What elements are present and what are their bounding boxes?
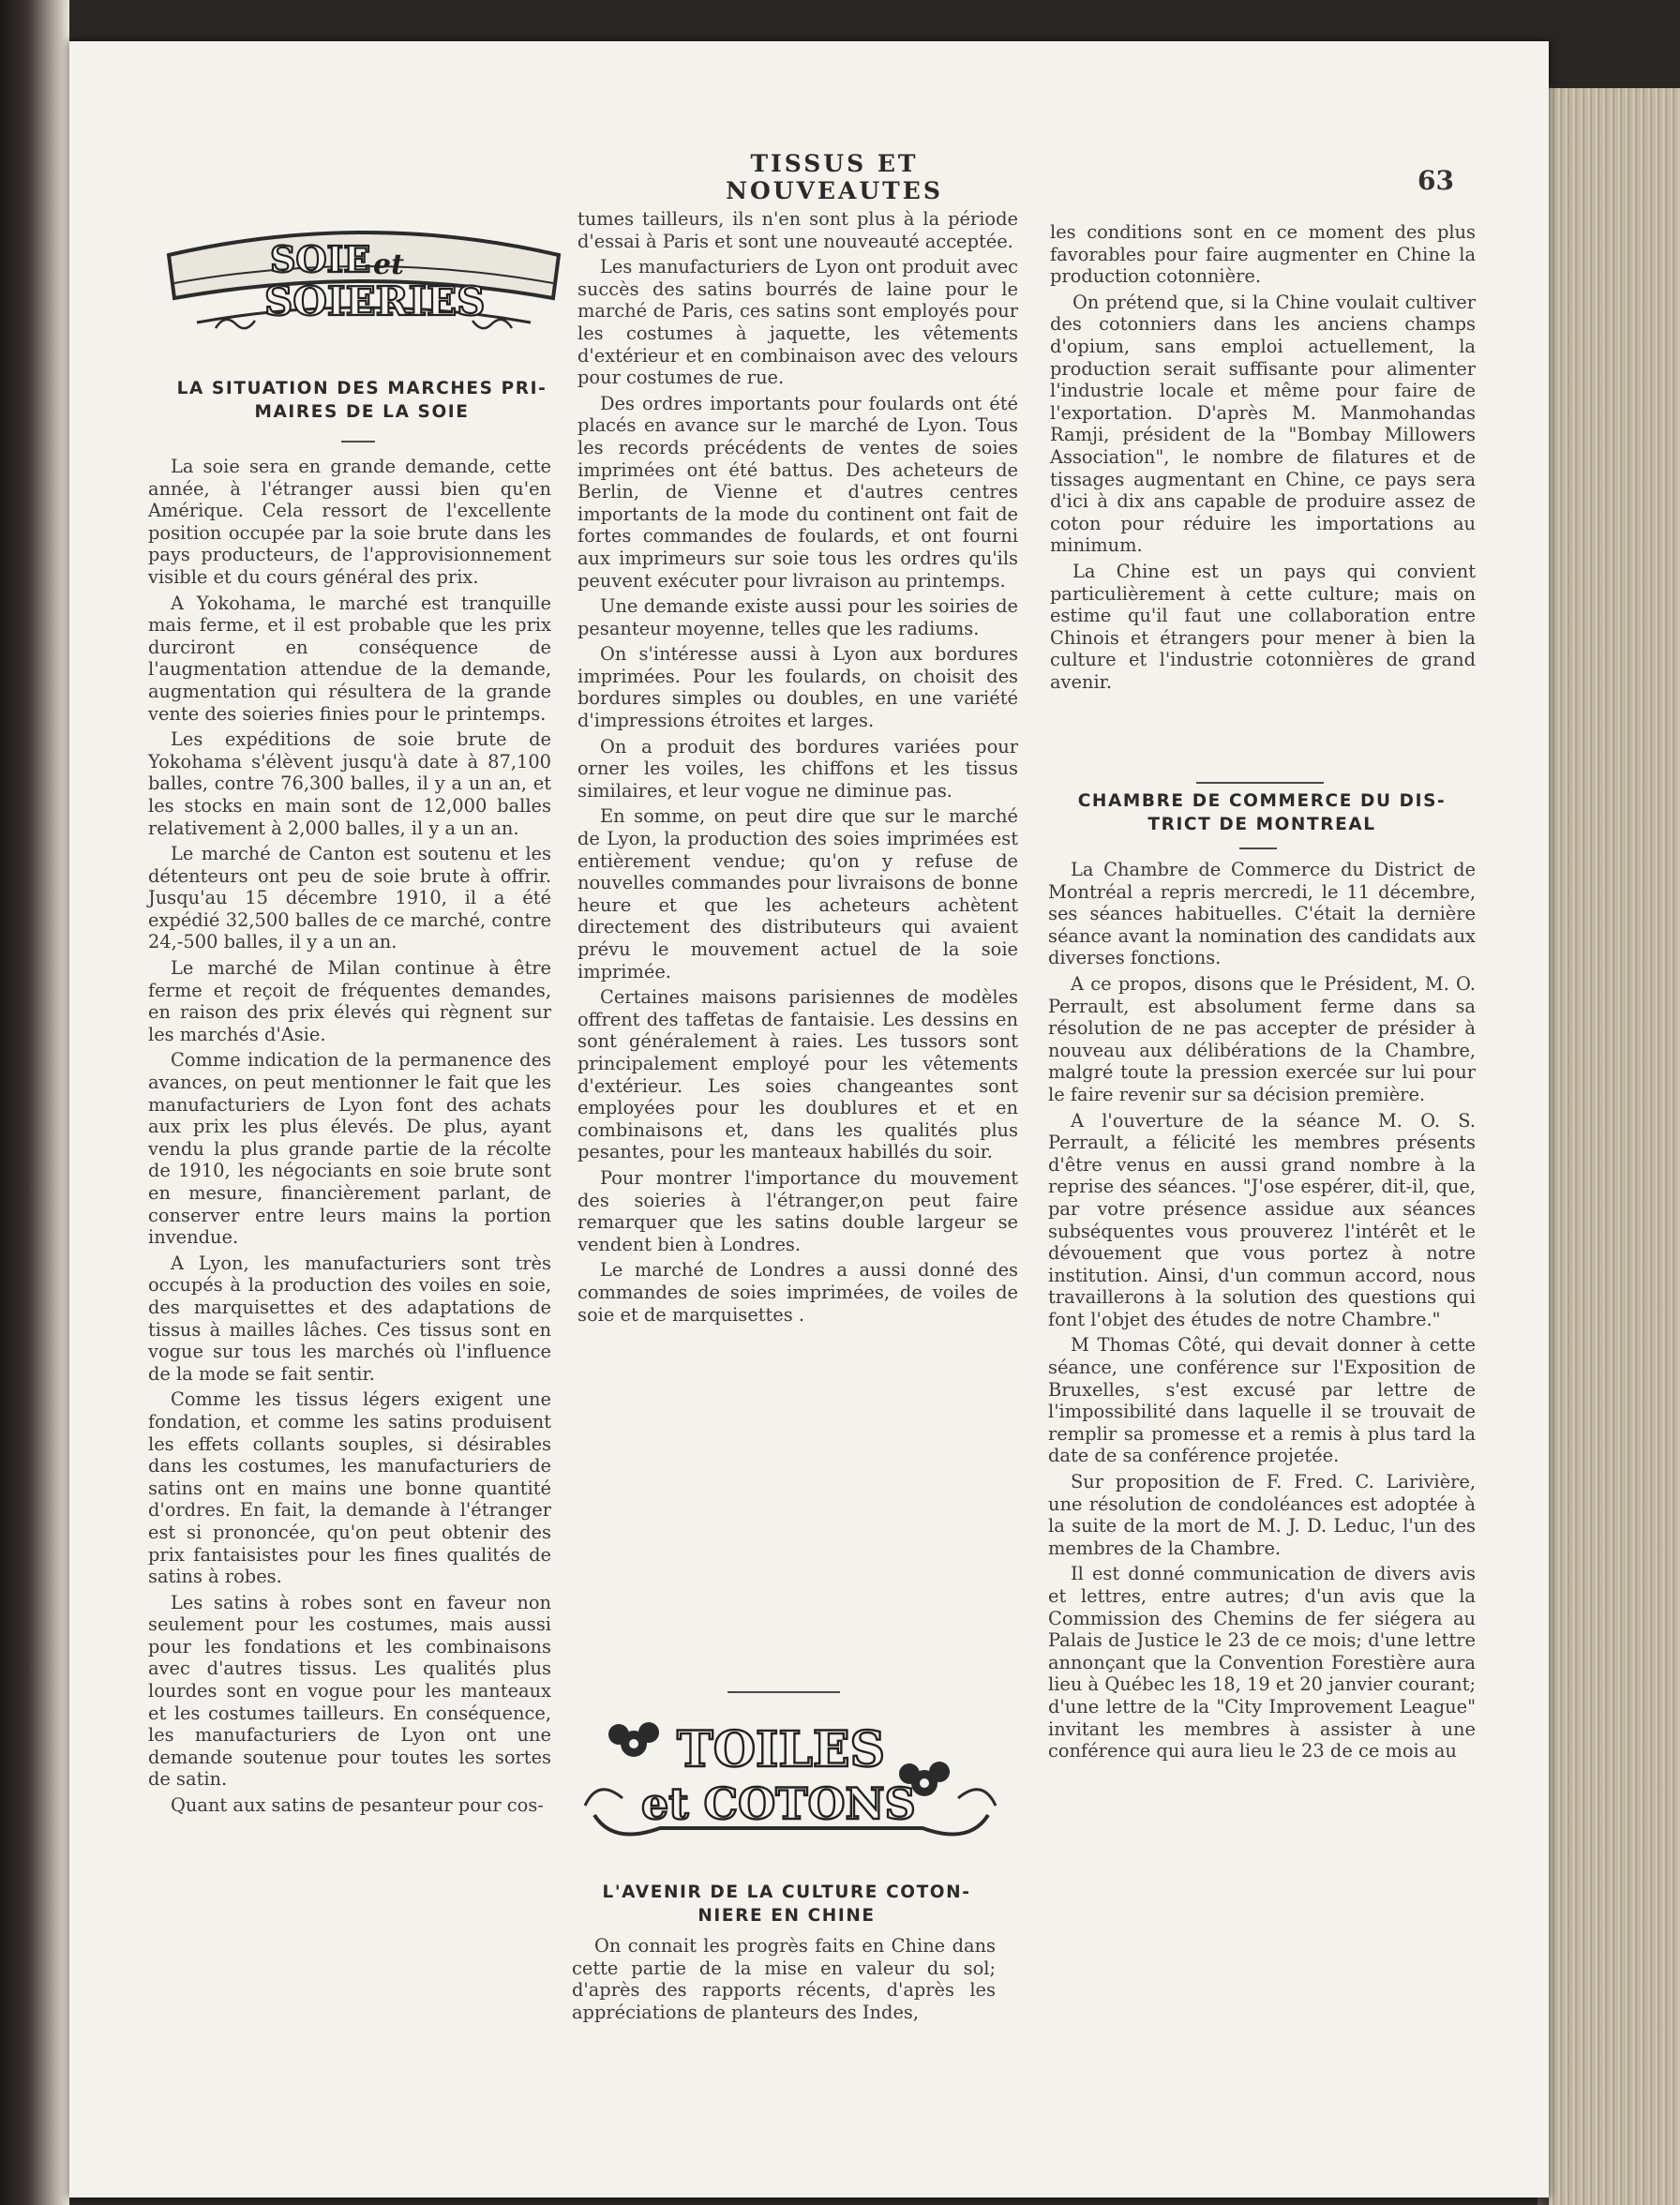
paragraph: On connait les progrès faits en Chine dans cette partie de la mise en valeur du sol; d'après des rapports récents, d'après les appréciations de planteurs des Indes, [572, 1935, 996, 2023]
paragraph: Le marché de Londres a aussi donné des commandes de soies imprimées, de voiles de soie et de marquisettes . [578, 1259, 1018, 1326]
heading-line: CHAMBRE DE COMMERCE DU DIS- [1077, 791, 1447, 811]
logo-text-soie: SOIE [270, 238, 371, 280]
paragraph: A Yokohama, le marché est tranquille mais ferme, et il est probable que les prix durciront en conséquence de l'augmentation attendue de la demande, augmentation qui résultera de la grande vente des soieries finies pour le printemps. [148, 592, 551, 725]
heading-chamber-commerce [1048, 789, 1476, 836]
paragraph: La soie sera en grande demande, cette année, à l'étranger aussi bien qu'en Amérique. Cela ressort de l'excellente position occupée par la soie brute dans les pays producteurs, de l'approvisionnement visible et du cours général des prix. [148, 456, 551, 588]
section-rule [728, 1691, 840, 1693]
paragraph: Il est donné communication de divers avis et lettres, entre autres; d'un avis que la Commission des Chemins de fer siégera au Palais de Justice le 23 de ce mois; d'une lettre annonçant que la Convention Forestière aura lieu à Québec les 18, 19 et 20 janvier courant; d'une lettre de la "City Improvement League" invitant les membres à assister à une conférence qui aura lieu le 23 de ce mois au [1048, 1563, 1476, 1762]
article-cotton-column-3 [1050, 221, 1476, 697]
paragraph: A ce propos, disons que le Président, M. O. Perrault, est absolument ferme dans sa résolution de ne pas accepter de présider à nouveau aux délibérations de la Chambre, malgré toute la pression exercée sur lui pour le faire revenir sur sa décision première. [1048, 972, 1476, 1105]
running-header: TISSUS ET NOUVEAUTES [726, 150, 943, 204]
paragraph: Comme les tissus légers exigent une fondation, et comme les satins produisent les effets collants souples, si désirables dans les costumes, les manufacturiers de satins ont en mains une bonne quantité d'ordres. En fait, la demande à l'étranger est si prononcée, qu'on peut obtenir des prix fantaisistes pour les fines qualités de satins à robes. [148, 1388, 551, 1588]
logo-text-toiles: TOILES [677, 1721, 886, 1778]
paragraph: les conditions sont en ce moment des plus favorables pour faire augmenter en Chine la production cotonnière. [1050, 221, 1476, 288]
article-chamber-column-3 [1048, 859, 1476, 1766]
paragraph: On a produit des bordures variées pour orner les voiles, les chiffons et les tissus similaires, et leur vogue ne diminue pas. [578, 735, 1018, 802]
paragraph: Comme indication de la permanence des avances, on peut mentionner le fait que les manufacturiers de Lyon font des achats aux prix les plus élevés. De plus, ayant vendu la plus grande partie de la récolte de 1910, les négociants en soie brute sont en mesure, financièrement parlant, de conserver entre leurs mains la portion invendue. [148, 1049, 551, 1249]
heading-rule [1239, 848, 1277, 849]
heading-silk-markets [152, 377, 572, 424]
heading-line: L'AVENIR DE LA CULTURE COTON- [602, 1882, 971, 1902]
heading-line: MAIRES DE LA SOIE [254, 402, 470, 422]
heading-line: TRICT DE MONTREAL [1148, 815, 1376, 834]
paragraph: Une demande existe aussi pour les soiries de pesanteur moyenne, telles que les radiums. [578, 595, 1018, 639]
article-silk-column-2 [578, 208, 1018, 1329]
logo-text-et: et [373, 248, 404, 281]
heading-line: LA SITUATION DES MARCHES PRI- [176, 379, 548, 398]
toiles-cotons-logo [576, 1704, 1005, 1854]
paragraph: A l'ouverture de la séance M. O. S. Perrault, a félicité les membres présents d'être venus en aussi grand nombre à la reprise des séances. "J'ose espérer, dit-il, que, par votre présence assidue aux séances subséquentes vous prouverez l'intérêt et le dévouement que vous portez à notre institution. Ainsi, d'un commun accord, nous travaillerons à la solution des questions qui font l'objet des études de notre Chambre." [1048, 1109, 1476, 1330]
book-page-edges [1549, 88, 1680, 2205]
paragraph: En somme, on peut dire que sur le marché de Lyon, la production des soies imprimées est entièrement vendue; qu'on y refuse de nouvelles commandes pour livraisons de bonne heure et que les acheteurs achètent directement des distributeurs qui avaient prévu le mouvement actuel de la soie imprimée. [578, 805, 1018, 982]
paragraph: On prétend que, si la Chine voulait cultiver des cotonniers dans les anciens champs d'opium, sans emploi actuellement, la production serait suffisante pour alimenter l'industrie locale et même pour faire de l'exportation. D'après M. Manmohandas Ramji, président de la "Bombay Millowers Association", le nombre de filatures et de tissages augmentant en Chine, ce pays sera d'ici à dix ans capable de produire assez de coton pour réduire les importations au minimum. [1050, 291, 1476, 557]
logo-text-cotons: et COTONS [641, 1778, 916, 1829]
article-cotton-column-2 [572, 1935, 996, 2027]
paragraph: La Chambre de Commerce du District de Montréal a repris mercredi, le 11 décembre, ses séances habituelles. C'était la dernière séance avant la nomination des candidats aux diverses fonctions. [1048, 859, 1476, 969]
heading-cotton-culture [570, 1881, 1003, 1928]
paragraph: Le marché de Canton est soutenu et les détenteurs ont peu de soie brute à offrir. Jusqu'au 15 décembre 1910, il a été expédié 32,500 balles de ce marché, contre 24,-500 balles, il y a un an. [148, 843, 551, 953]
flower-icon-left [608, 1722, 659, 1757]
paragraph: M Thomas Côté, qui devait donner à cette séance, une conférence sur l'Exposition de Bruxelles, s'est excusé par lettre de l'impossibilité dans laquelle il se trouvait de remplir sa promesse et a remis à plus tard la date de sa conférence projetée. [1048, 1334, 1476, 1467]
paragraph: La Chine est un pays qui convient particulièrement à cette culture; mais on estime qu'il faut une collaboration entre Chinois et étrangers pour mener à bien la culture et l'industrie cotonnières de grand avenir. [1050, 560, 1476, 693]
paragraph: Les satins à robes sont en faveur non seulement pour les costumes, mais aussi pour les fondations et les combinaisons avec d'autres tissus. Les qualités plus lourdes sont en vogue pour les manteaux et les costumes tailleurs. En conséquence, les manufacturiers de Lyon ont une demande soutenue pour toutes les sortes de satin. [148, 1591, 551, 1791]
paragraph: Les manufacturiers de Lyon ont produit avec succès des satins bourrés de laine pour le marché de Paris, ces satins sont employés pour les costumes à jaquette, les vêtements d'extérieur et en combinaison avec des velours pour costumes de rue. [578, 256, 1018, 389]
paragraph: Les expéditions de soie brute de Yokohama s'élèvent jusqu'à date à 87,100 balles, contre 76,300 balles, il y a un an, et les stocks en main sont de 12,000 balles relativement à 2,000 balles, il y a un an. [148, 728, 551, 839]
logo-text-soieries: SOIERIES [264, 278, 486, 324]
heading-rule [341, 441, 375, 442]
paragraph: Sur proposition de F. Fred. C. Larivière, une résolution de condoléances est adoptée à la suite de la mort de M. J. D. Leduc, l'un des membres de la Chambre. [1048, 1471, 1476, 1559]
paragraph: tumes tailleurs, ils n'en sont plus à la période d'essai à Paris et sont une nouveauté acceptée. [578, 208, 1018, 252]
paragraph: Le marché de Milan continue à être ferme et reçoit de fréquentes demandes, en raison des prix élevés qui règnent sur les marchés d'Asie. [148, 957, 551, 1045]
article-silk-column-1 [148, 456, 551, 1821]
paragraph: On s'intéresse aussi à Lyon aux bordures imprimées. Pour les foulards, on choisit des bordures simples ou doubles, en une variété d'impressions étroites et larges. [578, 643, 1018, 732]
section-rule [1196, 782, 1324, 784]
paragraph: A Lyon, les manufacturiers sont très occupés à la production des voiles en soie, des marquisettes et des adaptations de tissus à mailles lâches. Ces tissus sont en vogue sur tous les marchés où l'influence de la mode se fait sentir. [148, 1252, 551, 1385]
paragraph: Des ordres importants pour foulards ont été placés en avance sur le marché de Lyon. Tous les records précédents de ventes de soies imprimées ont été battus. Des acheteurs de Berlin, de Vienne et d'autres centres importants de la mode du continent ont fait de fortes commandes de foulards, et ont fourni aux imprimeurs sur soie tous les ordres qu'ils peuvent exécuter pour livraison au printemps. [578, 392, 1018, 592]
heading-line: NIERE EN CHINE [698, 1906, 876, 1926]
page-number: 63 [1418, 165, 1454, 196]
soie-soieries-logo [159, 218, 568, 341]
paragraph: Pour montrer l'importance du mouvement des soieries à l'étranger,on peut faire remarquer que les satins double largeur se vendent bien à Londres. [578, 1166, 1018, 1255]
paragraph: Quant aux satins de pesanteur pour cos- [171, 1794, 544, 1817]
book-gutter [0, 0, 69, 2205]
paragraph: Certaines maisons parisiennes de modèles offrent des taffetas de fantaisie. Les dessins en sont généralement à raies. Les tussors sont principalement employé pour les vêtements d'extérieur. Les soies changeantes sont employées pour les doublures et et en combinaisons et, dans les qualités plus pesantes, pour les manteaux habillés du soir. [578, 986, 1018, 1163]
